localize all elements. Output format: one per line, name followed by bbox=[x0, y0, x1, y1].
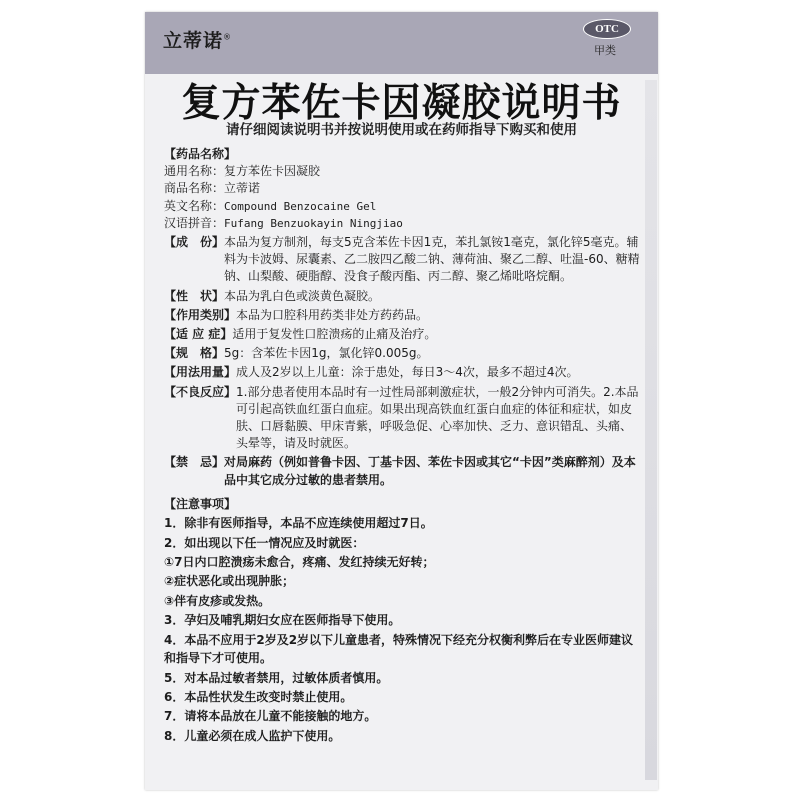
precautions-heading: 【注意事项】 bbox=[164, 496, 237, 511]
otc-badge: OTC bbox=[583, 19, 631, 39]
precaution-item: 4．本品不应用于2岁及2岁以下儿童患者，特殊情况下经充分权衡利弊后在专业医师建议和指导下才可使用。 bbox=[164, 632, 634, 666]
adverse-text: 1.部分患者使用本品时有一过性局部刺激症状，一般2分钟内可消失。2.本品可引起高铁血红蛋白血症。如果出现高铁血红蛋白血症的体征和症状，如皮肤、口唇黏膜、甲床青紫，呼吸急促、心率加快、乏力、意识错乱、头痛、头晕等，请及时就医。 bbox=[236, 384, 639, 451]
bleed-through-shadow bbox=[645, 80, 657, 780]
indication-section bbox=[164, 326, 644, 343]
precaution-item: 7．请将本品放在儿童不能接触的地方。 bbox=[164, 709, 377, 724]
english-name-label: 英文名称： bbox=[164, 198, 225, 213]
contraindication-section bbox=[164, 454, 644, 488]
spec-text: 5g：含苯佐卡因1g，氯化锌0.005g。 bbox=[224, 346, 429, 361]
contraindication-label: 【禁 忌】 bbox=[164, 455, 225, 470]
character-text: 本品为乳白色或淡黄色凝胶。 bbox=[224, 288, 381, 303]
english-name-row bbox=[164, 198, 644, 215]
precaution-item: 1．除非有医师指导，本品不应连续使用超过7日。 bbox=[164, 516, 433, 531]
composition-section bbox=[164, 234, 644, 286]
trade-name: 商品名称：立蒂诺 bbox=[164, 181, 261, 196]
category-section bbox=[164, 307, 644, 324]
spec-label: 【规 格】 bbox=[164, 346, 225, 361]
category-text: 本品为口腔科用药类非处方药药品。 bbox=[236, 307, 429, 322]
brand-name: 立蒂诺® bbox=[163, 30, 233, 52]
precaution-item: ②症状恶化或出现肿胀； bbox=[164, 574, 295, 589]
dosage-text: 成人及2岁以上儿童：涂于患处，每日3～4次，最多不超过4次。 bbox=[236, 365, 579, 380]
character-label: 【性 状】 bbox=[164, 288, 225, 303]
category-label: 【作用类别】 bbox=[164, 307, 237, 322]
precaution-item: 5．对本品过敏者禁用，过敏体质者慎用。 bbox=[164, 670, 389, 685]
pinyin-name-row bbox=[164, 215, 644, 232]
leaflet-body bbox=[164, 146, 644, 745]
adverse-section bbox=[164, 384, 644, 453]
dosage-section bbox=[164, 364, 644, 381]
otc-class-label: 甲类 bbox=[594, 44, 616, 57]
registered-mark: ® bbox=[223, 32, 233, 42]
precaution-item: 3．孕妇及哺乳期妇女应在医师指导下使用。 bbox=[164, 613, 401, 628]
precaution-item: ①7日内口腔溃疡未愈合，疼痛、发红持续无好转； bbox=[164, 555, 435, 570]
page-subtitle: 请仔细阅读说明书并按说明使用或在药师指导下购买和使用 bbox=[226, 122, 577, 138]
spec-section bbox=[164, 345, 644, 362]
english-name: Compound Benzocaine Gel bbox=[224, 199, 377, 213]
drug-name-heading: 【药品名称】 bbox=[164, 147, 237, 161]
adverse-label: 【不良反应】 bbox=[164, 384, 237, 399]
pinyin-name-label: 汉语拼音： bbox=[164, 215, 225, 230]
precaution-item: 8．儿童必须在成人监护下使用。 bbox=[164, 728, 341, 743]
composition-text: 本品为复方制剂，每支5克含苯佐卡因1克，苯扎氯铵1毫克，氯化锌5毫克。辅料为卡波姆、尿囊素、乙二胺四乙酸二钠、薄荷油、聚乙二醇、吐温-60、糖精钠、山梨酸、硬脂醇、没食子酸丙酯、丙二醇、聚乙烯吡咯烷酮。 bbox=[224, 235, 640, 284]
precaution-item: ③伴有皮疹或发热。 bbox=[164, 593, 271, 608]
indication-text: 适用于复发性口腔溃疡的止痛及治疗。 bbox=[232, 327, 437, 342]
dosage-label: 【用法用量】 bbox=[164, 365, 237, 380]
pinyin-name: Fufang Benzuokayin Ningjiao bbox=[224, 216, 403, 230]
generic-name: 通用名称：复方苯佐卡因凝胶 bbox=[164, 164, 321, 179]
contraindication-text: 对局麻药（例如普鲁卡因、丁基卡因、苯佐卡因或其它“卡因”类麻醉剂）及本品中其它成分过敏的患者禁用。 bbox=[224, 455, 636, 487]
page-title: 复方苯佐卡因凝胶说明书 bbox=[181, 81, 622, 126]
indication-label: 【适 应 症】 bbox=[164, 327, 233, 342]
precaution-item: 6．本品性状发生改变时禁止使用。 bbox=[164, 689, 353, 704]
character-section bbox=[164, 288, 644, 305]
precautions-section bbox=[164, 495, 644, 745]
precaution-item: 2．如出现以下任一情况应及时就医： bbox=[164, 535, 365, 550]
composition-label: 【成 份】 bbox=[164, 235, 225, 250]
